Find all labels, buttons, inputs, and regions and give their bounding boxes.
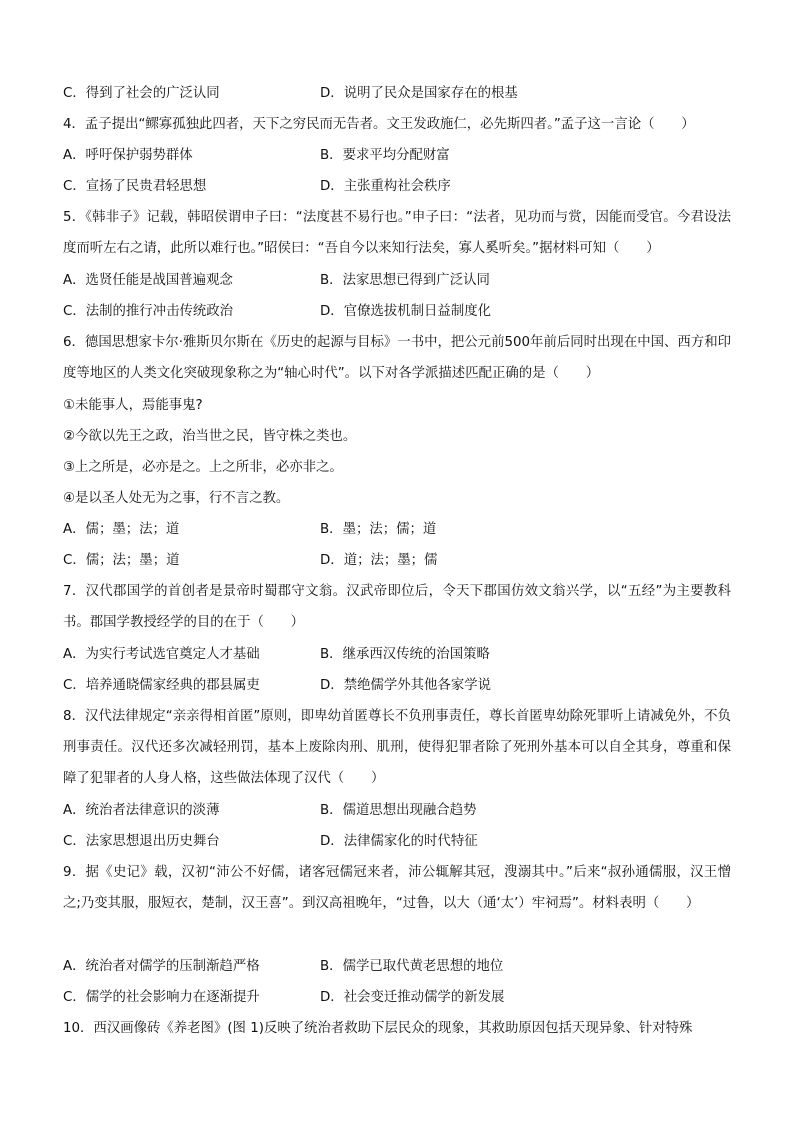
q7-option-d: D．禁绝儒学外其他各家学说 bbox=[320, 678, 491, 693]
q4-stem: 4．孟子提出“鳏寡孤独此四者，天下之穷民而无告者。文王发政施仁，必先斯四者。”孟子这一言论（ ） bbox=[63, 117, 695, 132]
q10-stem: 10．西汉画像砖《养老图》(图 1)反映了统治者救助下层民众的现象，其救助原因包括天现异象、针对特殊 bbox=[63, 1021, 693, 1036]
q4-option-b: B．要求平均分配财富 bbox=[320, 148, 450, 163]
q6-option-b: B．墨；法；儒；道 bbox=[320, 522, 437, 537]
q7-option-b: B．继承西汉传统的治国策略 bbox=[320, 647, 490, 662]
q3-option-d: D．说明了民众是国家存在的根基 bbox=[320, 86, 518, 101]
q6-item-4: ④是以圣人处无为之事，行不言之教。 bbox=[63, 491, 290, 506]
q6-item-2: ②今欲以先王之政，治当世之民，皆守株之类也。 bbox=[63, 429, 357, 444]
q7-stem: 7．汉代郡国学的首创者是景帝时蜀郡守文翁。汉武帝即位后，令天下郡国仿效文翁兴学，以“五经”为主要教科书。郡国学教授经学的目的在于（ ） bbox=[63, 584, 731, 630]
q8-option-c: C．法家思想退出历史舞台 bbox=[63, 834, 220, 849]
q3-option-c: C．得到了社会的广泛认同 bbox=[63, 86, 220, 101]
q5-option-b: B．法家思想已得到广泛认同 bbox=[320, 273, 490, 288]
q8-option-b: B．儒道思想出现融合趋势 bbox=[320, 803, 477, 818]
q4-option-a: A．呼吁保护弱势群体 bbox=[63, 148, 193, 163]
q6-item-1: ①未能事人，焉能事鬼? bbox=[63, 398, 203, 413]
q9-stem: 9．据《史记》载，汉初“沛公不好儒，诸客冠儒冠来者，沛公辄解其冠，溲溺其中。”后来“叔孙通儒服，汉王憎之;乃变其服，服短衣，楚制，汉王喜”。到汉高祖晚年，“过鲁，以大（通‘太’）牢祠焉”。材料表明（ ） bbox=[63, 865, 731, 911]
q8-option-d: D．法律儒家化的时代特征 bbox=[320, 834, 478, 849]
q4-option-c: C．宣扬了民贵君轻思想 bbox=[63, 179, 207, 194]
q9-option-b: B．儒学已取代黄老思想的地位 bbox=[320, 959, 504, 974]
q6-item-3: ③上之所是，必亦是之。上之所非，必亦非之。 bbox=[63, 460, 343, 475]
q7-option-a: A．为实行考试选官奠定人才基础 bbox=[63, 647, 260, 662]
q5-option-d: D．官僚选拔机制日益制度化 bbox=[320, 304, 491, 319]
q6-option-d: D．道；法；墨；儒 bbox=[320, 553, 438, 568]
q8-option-a: A．统治者法律意识的淡薄 bbox=[63, 803, 220, 818]
q5-option-a: A．选贤任能是战国普遍观念 bbox=[63, 273, 233, 288]
q9-option-c: C．儒学的社会影响力在逐渐提升 bbox=[63, 990, 260, 1005]
q7-option-c: C．培养通晓儒家经典的郡县属吏 bbox=[63, 678, 260, 693]
q5-option-c: C．法制的推行冲击传统政治 bbox=[63, 304, 234, 319]
q5-stem: 5．《韩非子》记载，韩昭侯谓申子曰：“法度甚不易行也。”申子曰：“法者，见功而与赏，因能而受官。今君设法度而听左右之请，此所以难行也。”昭侯曰：“吾自今以来知行法矣，寡人奚听矣。”据材料可知（ ） bbox=[63, 210, 731, 256]
q4-option-d: D．主张重构社会秩序 bbox=[320, 179, 451, 194]
q9-option-a: A．统治者对儒学的压制渐趋严格 bbox=[63, 959, 260, 974]
q9-option-d: D．社会变迁推动儒学的新发展 bbox=[320, 990, 505, 1005]
q6-option-c: C．儒；法；墨；道 bbox=[63, 553, 180, 568]
q6-stem: 6．德国思想家卡尔·雅斯贝尔斯在《历史的起源与目标》一书中，把公元前500年前后同时出现在中国、西方和印度等地区的人类文化突破现象称之为“轴心时代”。以下对各学派描述匹配正确的是（ ） bbox=[63, 335, 731, 381]
q8-stem: 8．汉代法律规定“亲亲得相首匿”原则，即卑幼首匿尊长不负刑事责任，尊长首匿卑幼除死罪听上请减免外，不负刑事责任。汉代还多次减轻刑罚，基本上废除肉刑、肌刑，使得犯罪者除了死刑外基本可以自全其身，尊重和保障了犯罪者的人身人格，这些做法体现了汉代（ ） bbox=[63, 709, 731, 786]
q6-option-a: A．儒；墨；法；道 bbox=[63, 522, 180, 537]
